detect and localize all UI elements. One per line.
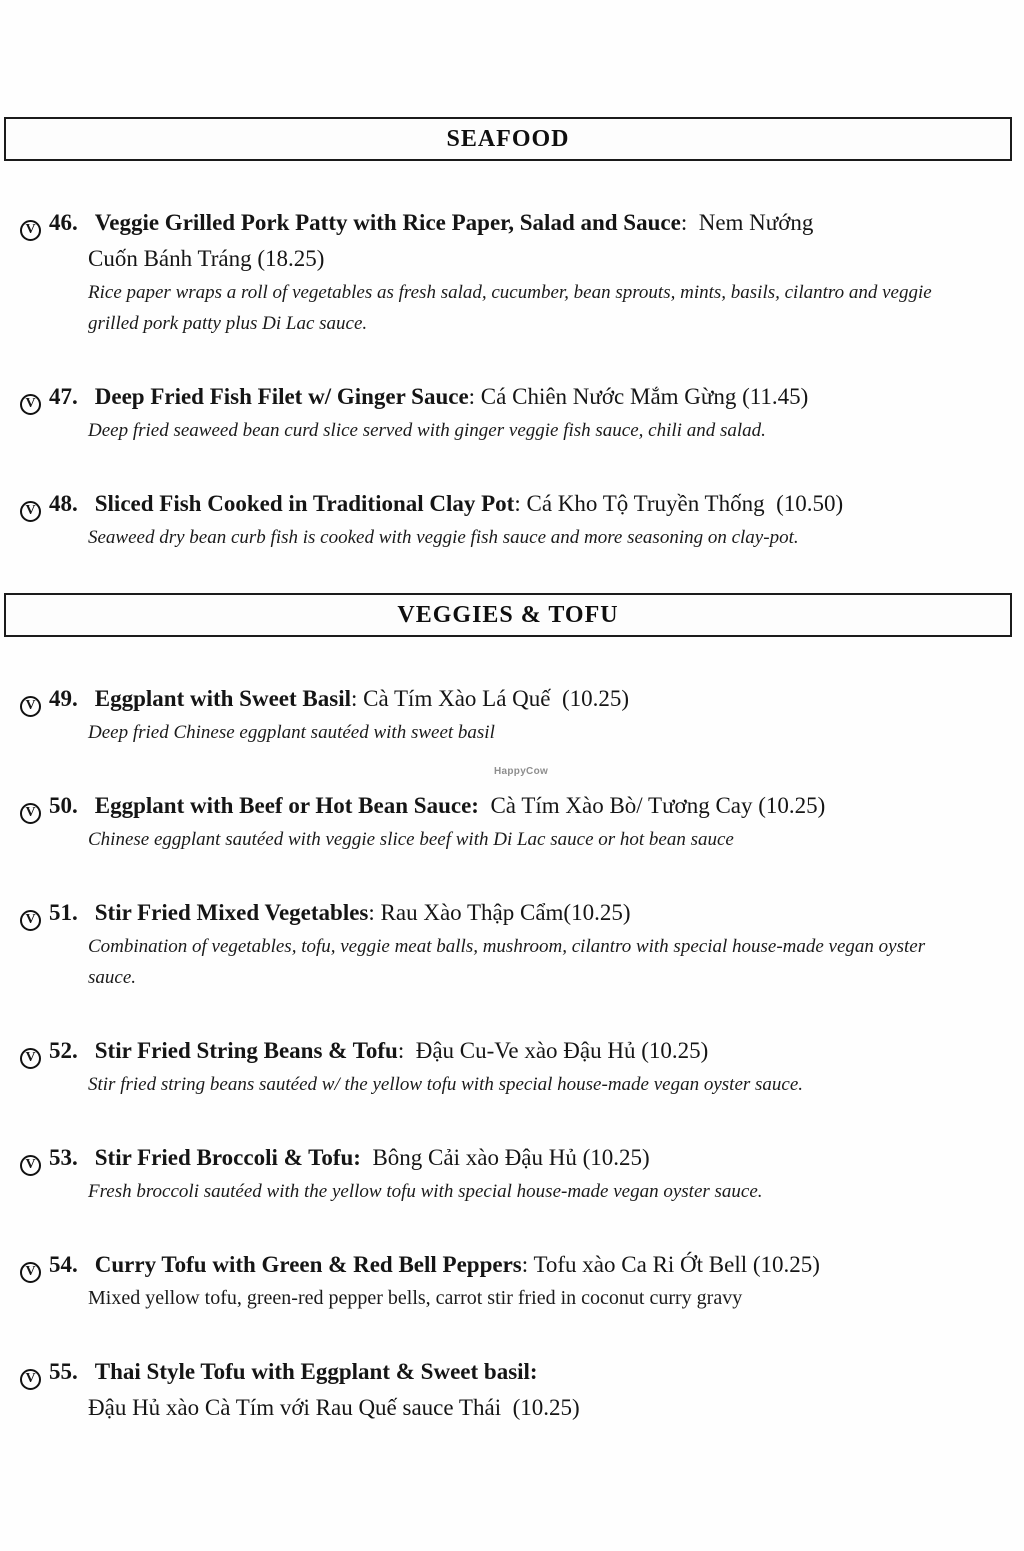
menu-item-49: [0, 681, 1024, 748]
item-number: 49.: [49, 686, 78, 711]
item-name: Stir Fried String Beans & Tofu: [94, 1038, 398, 1063]
item-subtitle: : Đậu Cu-Ve xào Đậu Hủ (10.25): [397, 1038, 709, 1063]
menu-item-52: [0, 1033, 1024, 1100]
vegan-icon: V: [20, 803, 41, 824]
section-title: SEAFOOD: [446, 125, 570, 152]
vegan-icon: V: [20, 1155, 41, 1176]
item-number: 46.: [49, 210, 78, 235]
item-name: Eggplant with Sweet Basil: [94, 686, 351, 711]
item-name: Deep Fried Fish Filet w/ Ginger Sauce: [94, 384, 469, 409]
item-subtitle: : Rau Xào Thập Cẩm(10.25): [368, 900, 631, 925]
menu-item-50: [0, 788, 1024, 855]
menu-item-51: [0, 895, 1024, 993]
item-description: Rice paper wraps a roll of vegetables as fresh salad, cucumber, bean sprouts, mints, basils, cilantro and veggie grilled pork patty plus Di Lac sauce.: [88, 282, 932, 334]
menu-item-46: [0, 205, 1024, 339]
item-subtitle: : Nem Nướng: [680, 210, 814, 235]
vegan-icon: V: [20, 696, 41, 717]
menu-item-53: [0, 1140, 1024, 1207]
item-subtitle: : Tofu xào Ca Ri Ớt Bell (10.25): [521, 1252, 820, 1277]
item-name: Sliced Fish Cooked in Traditional Clay Pot: [94, 491, 515, 516]
vegan-icon: V: [20, 1048, 41, 1069]
item-description: Seaweed dry bean curb fish is cooked with veggie fish sauce and more seasoning on clay-pot.: [88, 527, 799, 548]
menu-item-47: [0, 379, 1024, 446]
item-subtitle: : Cá Chiên Nước Mắm Gừng (11.45): [468, 384, 809, 409]
item-subtitle: : Cá Kho Tộ Truyền Thống (10.50): [514, 491, 844, 516]
item-title: [25, 788, 994, 824]
item-subtitle: Bông Cải xào Đậu Hủ (10.25): [360, 1145, 650, 1170]
vegan-icon: V: [20, 501, 41, 522]
item-number: 54.: [49, 1252, 78, 1277]
item-description: Chinese eggplant sautéed with veggie slice beef with Di Lac sauce or hot bean sauce: [88, 829, 734, 850]
item-name: Stir Fried Mixed Vegetables: [94, 900, 369, 925]
item-name: Thai Style Tofu with Eggplant & Sweet basil:: [94, 1359, 538, 1384]
item-number: 51.: [49, 900, 78, 925]
item-title: [25, 895, 994, 931]
item-title: [25, 1140, 994, 1176]
vegan-icon: V: [20, 910, 41, 931]
item-description: Combination of vegetables, tofu, veggie meat balls, mushroom, cilantro with special house-made vegan oyster sauce.: [88, 936, 926, 988]
item-subtitle-line2: Đậu Hủ xào Cà Tím với Rau Quế sauce Thái (10.25): [88, 1395, 580, 1420]
item-number: 47.: [49, 384, 78, 409]
item-description: Mixed yellow tofu, green-red pepper bells, carrot stir fried in coconut curry gravy: [88, 1287, 743, 1309]
item-description: Deep fried seaweed bean curd slice served with ginger veggie fish sauce, chili and salad.: [88, 420, 766, 441]
item-subtitle-line2: Cuốn Bánh Tráng (18.25): [88, 246, 325, 271]
item-number: 55.: [49, 1359, 78, 1384]
menu-item-55: [0, 1354, 1024, 1426]
item-title: [25, 1247, 994, 1283]
item-title: [25, 379, 994, 415]
vegan-icon: V: [20, 1262, 41, 1283]
item-name: Eggplant with Beef or Hot Bean Sauce:: [94, 793, 479, 818]
item-name: Veggie Grilled Pork Patty with Rice Paper, Salad and Sauce: [94, 210, 681, 235]
menu-item-54: [0, 1247, 1024, 1314]
section-header-seafood: [4, 117, 1012, 161]
item-description: Stir fried string beans sautéed w/ the yellow tofu with special house-made vegan oyster sauce.: [88, 1074, 804, 1095]
item-number: 48.: [49, 491, 78, 516]
item-title: [25, 205, 994, 241]
item-number: 50.: [49, 793, 78, 818]
item-subtitle: : Cà Tím Xào Lá Quế (10.25): [350, 686, 630, 711]
section-title: VEGGIES & TOFU: [397, 601, 619, 628]
item-title: [25, 681, 994, 717]
item-subtitle: Cà Tím Xào Bò/ Tương Cay (10.25): [478, 793, 826, 818]
happycow-watermark: HappyCow: [494, 766, 549, 777]
item-title: [25, 486, 994, 522]
menu-item-48: [0, 486, 1024, 553]
vegan-icon: V: [20, 1369, 41, 1390]
section-header-veggies-tofu: [4, 593, 1012, 637]
item-title: [25, 1033, 994, 1069]
item-number: 52.: [49, 1038, 78, 1063]
item-title: [25, 1354, 994, 1390]
vegan-icon: V: [20, 220, 41, 241]
item-name: Curry Tofu with Green & Red Bell Peppers: [94, 1252, 522, 1277]
item-description: Fresh broccoli sautéed with the yellow tofu with special house-made vegan oyster sauce.: [88, 1181, 763, 1202]
vegan-icon: V: [20, 394, 41, 415]
item-number: 53.: [49, 1145, 78, 1170]
item-name: Stir Fried Broccoli & Tofu:: [94, 1145, 361, 1170]
item-description: Deep fried Chinese eggplant sautéed with sweet basil: [88, 722, 495, 743]
